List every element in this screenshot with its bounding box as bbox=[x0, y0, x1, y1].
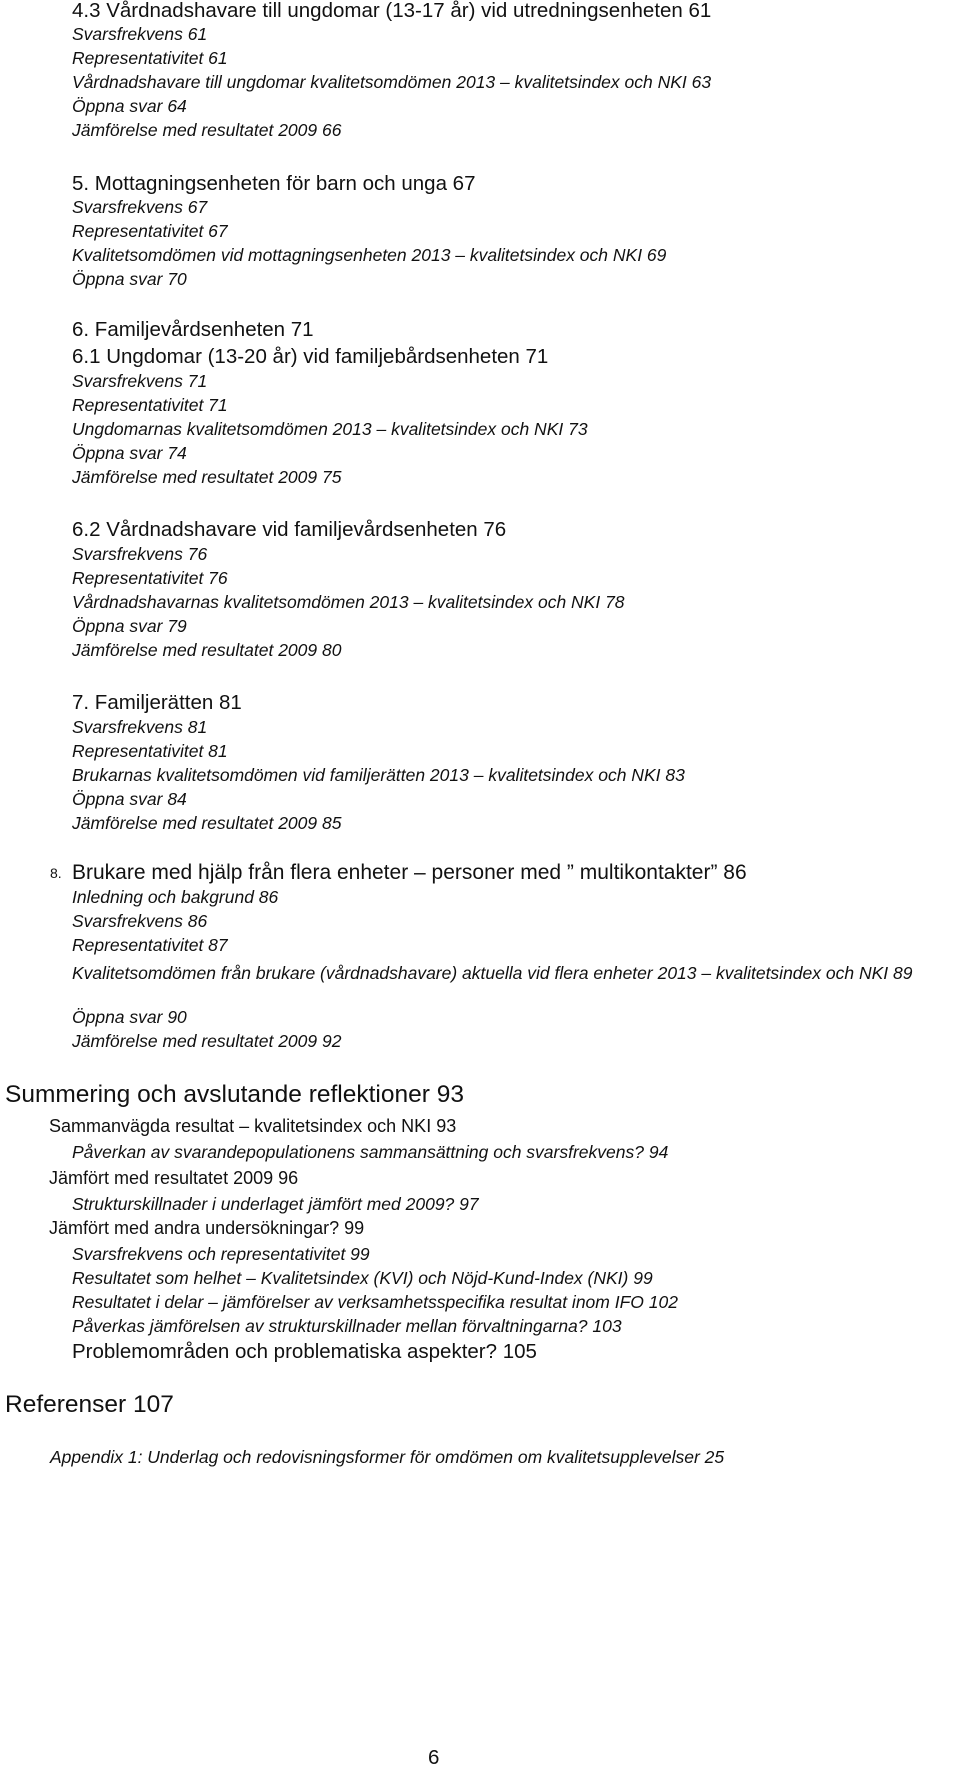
toc-heading[interactable]: Summering och avslutande reflektioner 93 bbox=[5, 1081, 464, 1108]
toc-entry[interactable]: Jämfört med resultatet 2009 96 bbox=[49, 1168, 299, 1188]
toc-heading[interactable]: Referenser 107 bbox=[5, 1391, 174, 1418]
toc-entry[interactable]: 4.3 Vårdnadshavare till ungdomar (13-17 år) vid utredningsenheten 61 bbox=[72, 0, 712, 22]
toc-entry[interactable]: Svarsfrekvens 71 bbox=[72, 371, 208, 391]
toc-entry[interactable]: Brukarnas kvalitetsomdömen vid familjerätten 2013 – kvalitetsindex och NKI 83 bbox=[72, 765, 685, 785]
toc-entry[interactable]: Representativitet 81 bbox=[72, 741, 228, 761]
toc-entry[interactable]: Representativitet 67 bbox=[72, 221, 228, 241]
toc-entry[interactable]: Öppna svar 79 bbox=[72, 616, 187, 636]
toc-entry[interactable]: Representativitet 87 bbox=[72, 935, 228, 955]
toc-entry[interactable]: Svarsfrekvens 86 bbox=[72, 911, 208, 931]
toc-entry[interactable]: Resultatet som helhet – Kvalitetsindex (KVI) och Nöjd-Kund-Index (NKI) 99 bbox=[72, 1268, 653, 1288]
toc-entry[interactable]: Strukturskillnader i underlaget jämfört med 2009? 97 bbox=[72, 1194, 479, 1214]
toc-entry[interactable]: 6.2 Vårdnadshavare vid familjevårdsenheten 76 bbox=[72, 518, 507, 541]
toc-entry[interactable]: Sammanvägda resultat – kvalitetsindex och NKI 93 bbox=[49, 1116, 457, 1136]
toc-entry[interactable]: Vårdnadshavare till ungdomar kvalitetsomdömen 2013 – kvalitetsindex och NKI 63 bbox=[72, 72, 712, 92]
toc-entry[interactable]: Svarsfrekvens 81 bbox=[72, 717, 208, 737]
toc-entry[interactable]: Representativitet 71 bbox=[72, 395, 228, 415]
toc-entry-number: 8. bbox=[50, 865, 62, 881]
toc-entry[interactable]: 5. Mottagningsenheten för barn och unga 67 bbox=[72, 172, 476, 195]
toc-entry[interactable]: Påverkas jämförelsen av strukturskillnader mellan förvaltningarna? 103 bbox=[72, 1316, 622, 1336]
toc-entry[interactable]: 6. Familjevårdsenheten 71 bbox=[72, 318, 314, 341]
toc-entry[interactable]: Vårdnadshavarnas kvalitetsomdömen 2013 – kvalitetsindex och NKI 78 bbox=[72, 592, 625, 612]
toc-entry[interactable]: Jämförelse med resultatet 2009 85 bbox=[72, 813, 342, 833]
toc-entry[interactable]: Jämfört med andra undersökningar? 99 bbox=[49, 1218, 365, 1238]
toc-entry[interactable]: Jämförelse med resultatet 2009 80 bbox=[72, 640, 342, 660]
toc-entry[interactable]: 6.1 Ungdomar (13-20 år) vid familjebårdsenheten 71 bbox=[72, 345, 549, 368]
page-number: 6 bbox=[428, 1746, 440, 1769]
toc-entry[interactable]: Svarsfrekvens 61 bbox=[72, 24, 208, 44]
toc-entry[interactable]: 7. Familjerätten 81 bbox=[72, 691, 242, 714]
toc-entry[interactable]: Svarsfrekvens och representativitet 99 bbox=[72, 1244, 370, 1264]
toc-entry[interactable]: Problemområden och problematiska aspekter? 105 bbox=[72, 1340, 537, 1363]
toc-entry[interactable]: Svarsfrekvens 67 bbox=[72, 197, 208, 217]
toc-entry[interactable]: Representativitet 76 bbox=[72, 568, 228, 588]
toc-entry[interactable]: Svarsfrekvens 76 bbox=[72, 544, 208, 564]
toc-entry[interactable]: Påverkan av svarandepopulationens sammansättning och svarsfrekvens? 94 bbox=[72, 1142, 669, 1162]
toc-entry[interactable]: Kvalitetsomdömen från brukare (vårdnadshavare) aktuella vid flera enheter 2013 – kvalitetsindex och NKI 89 bbox=[72, 963, 913, 983]
toc-entry[interactable]: Öppna svar 90 bbox=[72, 1007, 187, 1027]
toc-entry[interactable]: Brukare med hjälp från flera enheter – personer med ” multikontakter” 86 bbox=[72, 861, 747, 884]
toc-entry[interactable]: Representativitet 61 bbox=[72, 48, 228, 68]
toc-entry[interactable]: Öppna svar 70 bbox=[72, 269, 187, 289]
toc-entry[interactable]: Jämförelse med resultatet 2009 66 bbox=[72, 120, 342, 140]
toc-entry[interactable]: Appendix 1: Underlag och redovisningsformer för omdömen om kvalitetsupplevelser 25 bbox=[50, 1447, 725, 1467]
toc-entry[interactable]: Öppna svar 84 bbox=[72, 789, 187, 809]
toc-entry[interactable]: Kvalitetsomdömen vid mottagningsenheten 2013 – kvalitetsindex och NKI 69 bbox=[72, 245, 667, 265]
toc-entry[interactable]: Jämförelse med resultatet 2009 92 bbox=[72, 1031, 342, 1051]
toc-entry[interactable]: Öppna svar 64 bbox=[72, 96, 187, 116]
toc-entry[interactable]: Ungdomarnas kvalitetsomdömen 2013 – kvalitetsindex och NKI 73 bbox=[72, 419, 588, 439]
toc-entry[interactable]: Öppna svar 74 bbox=[72, 443, 187, 463]
toc-entry[interactable]: Jämförelse med resultatet 2009 75 bbox=[72, 467, 342, 487]
toc-entry[interactable]: Resultatet i delar – jämförelser av verksamhetsspecifika resultat inom IFO 102 bbox=[72, 1292, 678, 1312]
toc-entry[interactable]: Inledning och bakgrund 86 bbox=[72, 887, 279, 907]
